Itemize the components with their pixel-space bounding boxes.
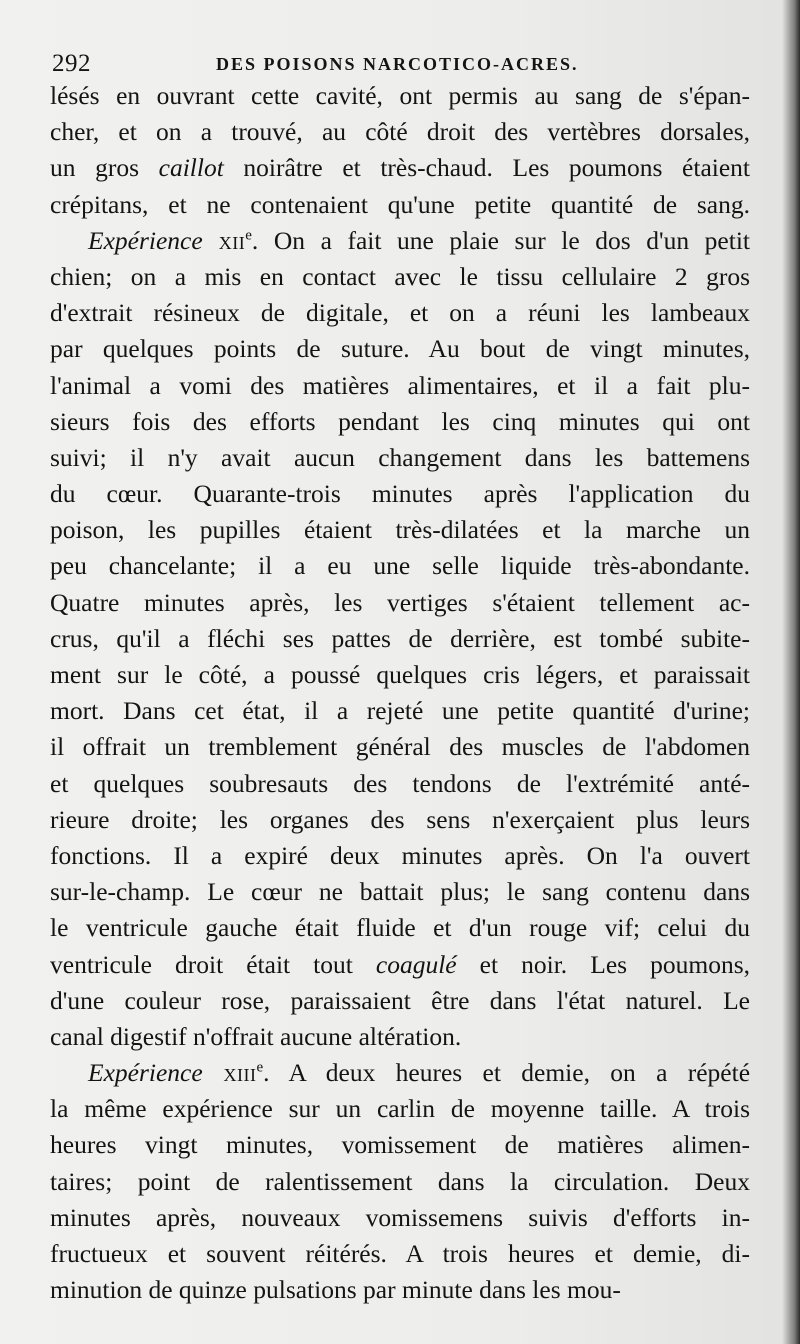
text-line: fonctions. Il a expiré deux minutes après. On l'a ouvert [50, 840, 750, 870]
text-line: par quelques points de suture. Au bout de vingt minutes, [50, 334, 750, 364]
text-line: crus, qu'il a fléchi ses pattes de derrière, est tombé subite- [50, 623, 750, 653]
text-line: suivi; il n'y avait aucun changement dans les battemens [50, 442, 750, 472]
text-segment: noirâtre et très-chaud. Les poumons étaient [223, 153, 750, 183]
text-segment: e [256, 1059, 264, 1076]
text-line: heures vingt minutes, vomissement de matières alimen- [50, 1130, 750, 1160]
text-line: fructueux et souvent réitérés. A trois heures et demie, di- [50, 1239, 750, 1268]
page-edge-shadow [782, 0, 800, 1344]
text-segment: coagulé [375, 949, 457, 979]
body-text [50, 78, 750, 1308]
text-segment: un gros [50, 153, 159, 183]
text-segment: ventricule droit était tout [50, 949, 376, 979]
text-line: minution de quinze pulsations par minute dans les mou- [50, 1275, 621, 1305]
text-line [50, 1055, 750, 1091]
text-line: le ventricule gauche était fluide et d'un rouge vif; celui du [50, 913, 750, 943]
text-segment: et noir. Les poumons, [456, 949, 750, 979]
text-segment: xii [202, 225, 246, 255]
text-segment: Expérience [88, 1058, 203, 1088]
text-line: chien; on a mis en contact avec le tissu cellulaire 2 gros [50, 261, 750, 291]
text-line: taires; point de ralentissement dans la circulation. Deux [50, 1166, 750, 1196]
text-line: sieurs fois des efforts pendant les cinq minutes qui ont [50, 406, 750, 436]
text-line: mort. Dans cet état, il a rejeté une petite quantité d'urine; [50, 696, 750, 726]
text-segment: e [245, 227, 252, 244]
text-line: lésés en ouvrant cette cavité, ont permis au sang de s'épan- [50, 81, 750, 110]
text-line [50, 947, 750, 983]
text-line: la même expérience sur un carlin de moyenne taille. A trois [50, 1094, 750, 1124]
running-head: DES POISONS NARCOTICO-ACRES. [216, 54, 579, 74]
text-line [50, 150, 750, 186]
text-line: d'extrait résineux de digitale, et on a réuni les lambeaux [50, 298, 750, 328]
text-segment: . On a fait une plaie sur le dos d'un petit [251, 225, 750, 255]
text-line: et quelques soubresauts des tendons de l'extrémité anté- [50, 768, 750, 798]
text-segment: Expérience [88, 225, 203, 255]
text-line: d'une couleur rose, paraissaient être dans l'état naturel. Le [50, 985, 750, 1015]
text-line: l'animal a vomi des matières alimentaires, et il a fait plu- [50, 370, 750, 400]
text-line: sur-le-champ. Le cœur ne battait plus; le sang contenu dans [50, 877, 750, 907]
text-line [50, 223, 750, 259]
text-segment: xiii [202, 1058, 257, 1088]
text-segment: . A deux heures et demie, on a répété [263, 1058, 751, 1088]
text-line: poison, les pupilles étaient très-dilatées et la marche un [50, 515, 750, 545]
text-line: il offrait un tremblement général des muscles de l'abdomen [50, 732, 750, 762]
text-line: ment sur le côté, a poussé quelques cris légers, et paraissait [50, 660, 750, 689]
text-line: rieure droite; les organes des sens n'exerçaient plus leurs [50, 804, 750, 834]
text-line: canal digestif n'offrait aucune altération. [50, 1021, 462, 1051]
text-line: crépitans, et ne contenaient qu'une petite quantité de sang. [50, 189, 750, 219]
text-line: Quatre minutes après, les vertiges s'étaient tellement ac- [50, 587, 750, 617]
text-line: minutes après, nouveaux vomissemens suivis d'efforts in- [50, 1202, 750, 1232]
page-header [52, 50, 752, 80]
page-number: 292 [52, 50, 91, 77]
text-line: peu chancelante; il a eu une selle liquide très-abondante. [50, 551, 750, 581]
text-line: cher, et on a trouvé, au côté droit des vertèbres dorsales, [50, 117, 750, 147]
text-line: du cœur. Quarante-trois minutes après l'application du [50, 479, 750, 509]
text-segment: caillot [158, 153, 224, 183]
